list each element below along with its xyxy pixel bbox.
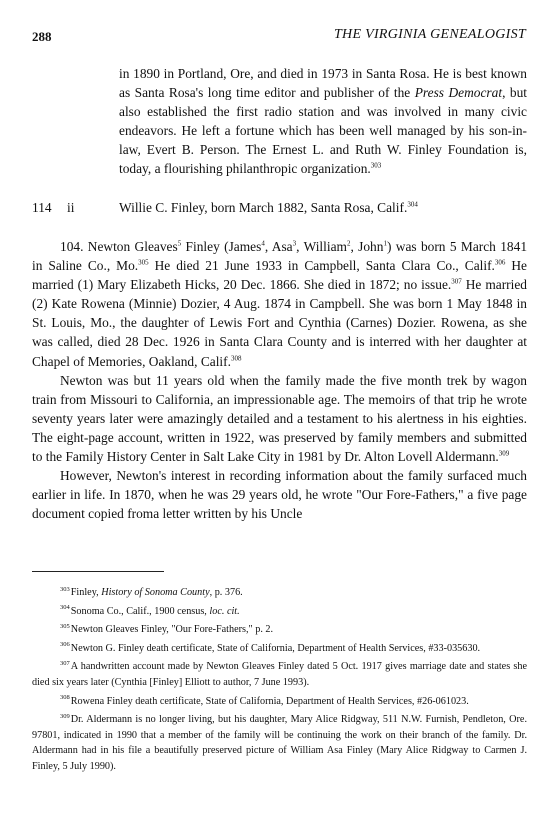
running-title: THE VIRGINIA GENEALOGIST xyxy=(333,27,526,42)
entry-paragraph: However, Newton's interest in recording information about the family surfaced much earlier in life. In 1870, when he was 29 years old, he wrote "Our Fore-Fathers," a five page document copied froma letter written by his Uncle xyxy=(32,468,527,522)
footnote-ref: 304 xyxy=(407,200,418,209)
footnotes xyxy=(32,585,527,778)
footnote: $^{306}$Newton G. Finley death certificate, State of California, Department of Health Services, #33-035630. xyxy=(60,641,481,654)
footnote: $^{307}$A handwritten account made by Newton Gleaves Finley dated 5 Oct. 1917 gives marriage date and states she died six years later (Cynthia [Finley] Elliott to author, 7 June 1993). xyxy=(32,659,527,688)
child-text: Willie C. Finley, born March 1882, Santa Rosa, Calif.$^{304}$ xyxy=(119,200,418,215)
page-number: 288 xyxy=(32,29,52,44)
footnote: $^{303}$Finley, History of Sonoma County, p. 376. xyxy=(60,585,243,598)
page-header xyxy=(32,27,526,47)
footnote: $^{309}$Dr. Aldermann is no longer living, but his daughter, Mary Alice Ridgway, 511 N.W. Furnish, Pendleton, Ore. 97801, indicated in 1990 that a member of the family will be continuing the work on their branch of the family. Dr. Aldermann had in his file a beautifully preserved picture of William Asa Finley (Mary Alice Ridgway to Carmen J. Finley, 5 July 1990). xyxy=(32,712,527,772)
footnote-divider xyxy=(32,571,164,572)
child-order: ii xyxy=(67,200,75,215)
entry-paragraph: Newton was but 11 years old when the family made the five month trek by wagon train from Missouri to California, an impressionable age. The memoirs of that trip he wrote seventy years later were amazingly detailed and a testament to his alertness in his eighties. The eight-page account, written in 1922, was preserved by family members and submitted to the Family History Center in Salt Lake City in 1981 by Dr. Alton Lovell Aldermann.$^{309}$ xyxy=(32,372,527,465)
continuation-paragraph: in 1890 in Portland, Ore, and died in 1973 in Santa Rosa. He is best known as Santa Rosa's long time editor and publisher of the Press Democrat, but also established the first radio station and was involved in many civic endeavors. He left a fortune which has been well managed by his son-in-law, Evert B. Person. The Ernest L. and Ruth W. Finley Foundation is, today, a flourishing philanthropic organization.$^{303}$ xyxy=(119,66,528,177)
child-number: 114 xyxy=(32,200,52,215)
entry-paragraph: 104. Newton Gleaves$^5$ Finley (James$^4$, Asa$^3$, William$^2$, John$^1$) was born 5 March 1841 in Saline Co., Mo.$^{305}$ He died 21 June 1933 in Campbell, Santa Clara Co., Calif.$^{306}$ He married (1) Mary Elizabeth Hicks, 20 Dec. 1866. She died in 1872; no issue.$^{307}$ He married (2) Kate Rowena (Minnie) Dozier, 4 Aug. 1874 in Campbell. She was born 1 May 1848 in St. Louis, Mo., the daughter of Lewis Fort and Cynthia (Carnes) Dozier. Rowena, as she was called, died 28 Dec. 1926 in Santa Clara County and is interred with her daughter at Chapel of Memories, Oakland, Calif.$^{308}$ xyxy=(32,239,528,369)
footnote-ref: 307 xyxy=(451,277,462,286)
footnote-ref: 308 xyxy=(230,354,242,363)
main-entry xyxy=(32,237,527,523)
footnote: $^{305}$Newton Gleaves Finley, "Our Fore-Fathers," p. 2. xyxy=(60,622,274,636)
footnote-ref: 306 xyxy=(494,258,506,267)
footnote: $^{304}$Sonoma Co., Calif., 1900 census, loc. cit. xyxy=(60,604,240,617)
footnote: $^{308}$Rowena Finley death certificate, State of California, Department of Health Services, #26-061023. xyxy=(60,694,469,707)
footnote-ref: 309 xyxy=(498,449,510,458)
newspaper-title: Press Democrat xyxy=(414,85,503,101)
footnote-ref: 305 xyxy=(138,258,149,267)
child-entry xyxy=(32,198,527,218)
footnote-ref: 303 xyxy=(370,162,382,170)
